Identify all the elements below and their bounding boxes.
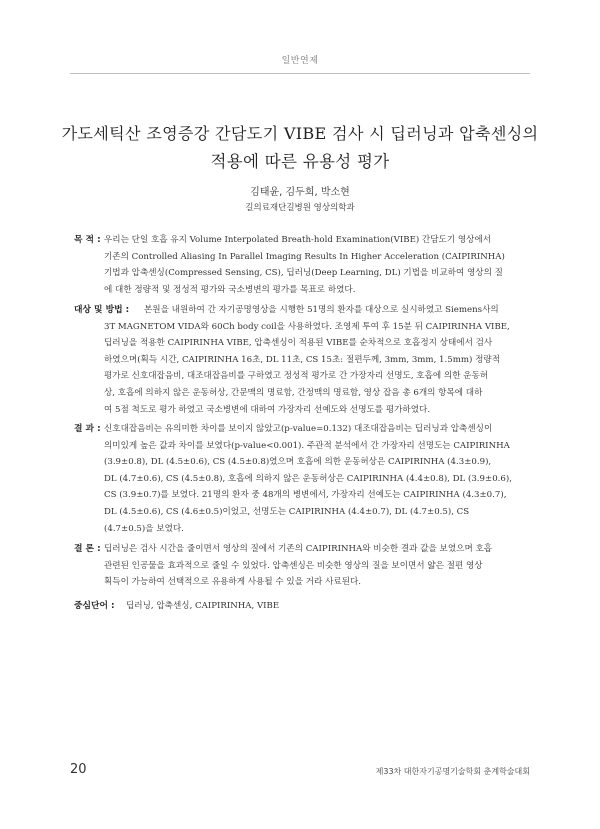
methods-line: 딥러닝을 적용한 CAIPIRINHA VIBE, 압축센싱이 적용된 VIBE를 순차적으로 호흡정지 상태에서 검사 [104, 338, 493, 349]
section-conclusion [74, 541, 539, 593]
section-methods [74, 302, 539, 420]
purpose-line: 기존의 Controlled Aliasing In Parallel Imaging Results In Higher Acceleration (CAIPIRINHA) [104, 251, 505, 262]
conference-name: 제33차 대한자기공명기술학회 춘계학술대회 [375, 767, 530, 776]
results-line: CS (3.9±0.7)를 보였다. 21명의 환자 중 48개의 병변에서, 가장자리 선예도는 CAIPIRINHA (4.3±0.7), [104, 490, 507, 501]
author-list: 김태윤, 김두희, 박소현 [250, 187, 350, 198]
affiliation: 길의료재단길병원 영상의학과 [245, 203, 355, 213]
methods-line: 하였으며(획득 시간, CAIPIRINHA 16초, DL 11초, CS 15초: 절편두께, 3mm, 3mm, 1.5mm) 정량적 [104, 354, 500, 365]
methods-line: 3T MAGNETOM VIDA와 60Ch body coil을 사용하였다. 조영제 투여 후 15분 뒤 CAIPIRINHA VIBE, [104, 321, 510, 332]
purpose-line: 기법과 압축센싱(Compressed Sensing, CS), 딥러닝(Deep Learning, DL) 기법을 비교하여 영상의 질 [104, 268, 503, 279]
section-results [74, 421, 539, 539]
page-number: 20 [70, 762, 87, 777]
methods-line: 상, 호흡에 의하지 않은 운동허상, 간문맥의 명료함, 간정맥의 명료함, 영상 잡음 총 6개의 항목에 대하 [104, 387, 483, 398]
keywords-label: 중심단어 : [74, 601, 115, 611]
purpose-line: 우리는 단일 호흡 유지 Volume Interpolated Breath-hold Examination(VIBE) 간담도기 영상에서 [104, 235, 492, 245]
keywords-text: 딥러닝, 압축센싱, CAIPIRINHA, VIBE [126, 601, 280, 611]
results-line: 신호대잡음비는 유의미한 차이를 보이지 않았고(p-value=0.132) 대조대잡음비는 딥러닝과 압축센싱이 [104, 424, 493, 434]
results-line: DL (4.7±0.6), CS (4.5±0.8), 호흡에 의하지 않은 운동허상은 CAIPIRINHA (4.4±0.8), DL (3.9±0.6), [104, 473, 512, 484]
keywords-body [126, 598, 539, 615]
conclusion-line: 획득이 가능하여 선택적으로 유용하게 사용될 수 있을 거라 사료된다. [104, 577, 362, 588]
results-line: (4.7±0.5)을 보였다. [104, 523, 184, 534]
results-body [104, 421, 539, 537]
purpose-body [104, 232, 539, 298]
purpose-line: 에 대한 정량적 및 정성적 평가와 국소병변의 평가를 목표로 하였다. [104, 284, 356, 295]
methods-label: 대상 및 방법 : [74, 305, 130, 315]
results-line: 의미있게 높은 값과 차이를 보였다(p-value<0.001). 주관적 분석에서 간 가장자리 선명도는 CAIPIRINHA [104, 440, 510, 451]
purpose-label: 목 적 : [74, 235, 101, 245]
conclusion-line: 딥러닝은 검사 시간을 줄이면서 영상의 질에서 기존의 CAIPIRINHA와 비슷한 결과 값을 보였으며 호흡 [104, 544, 493, 554]
title-line-2: 적용에 따른 유용성 평가 [210, 152, 390, 171]
header-divider [70, 73, 530, 74]
conclusion-line: 관련된 인공물을 효과적으로 줄일 수 있었다. 압축센싱은 비슷한 영상의 질을 보이면서 얇은 절편 영상 [104, 560, 483, 571]
methods-body [104, 302, 539, 418]
methods-line: 여 5점 척도로 평가 하였고 국소병변에 대하여 가장자리 선예도와 선명도를 평가하였다. [104, 404, 431, 415]
title-line-1: 가도세틱산 조영증강 간담도기 VIBE 검사 시 딥러닝과 압축센싱의 [61, 124, 539, 143]
section-header-label: 일반연제 [281, 56, 319, 66]
section-keywords [74, 598, 539, 616]
section-purpose [74, 232, 539, 300]
conclusion-label: 결 론 : [74, 544, 101, 554]
methods-line: 본원을 내원하여 간 자기공명영상을 시행한 51명의 환자를 대상으로 실시하였고 Siemens사의 [144, 305, 499, 315]
results-label: 결 과 : [74, 424, 101, 434]
conclusion-body [104, 541, 539, 591]
paper-title [60, 120, 540, 176]
results-line: (3.9±0.8), DL (4.5±0.6), CS (4.5±0.8)였으며 호흡에 의한 운동허상은 CAIPIRINHA (4.3±0.9), [104, 457, 492, 468]
methods-line: 평가로 신호대잡음비, 대조대잡음비를 구하였고 정성적 평가로 간 가장자리 선명도, 호흡에 의한 운동허 [104, 371, 489, 382]
results-line: DL (4.5±0.6), CS (4.6±0.5)이었고, 선명도는 CAIPIRINHA (4.4±0.7), DL (4.7±0.5), CS [104, 506, 470, 517]
